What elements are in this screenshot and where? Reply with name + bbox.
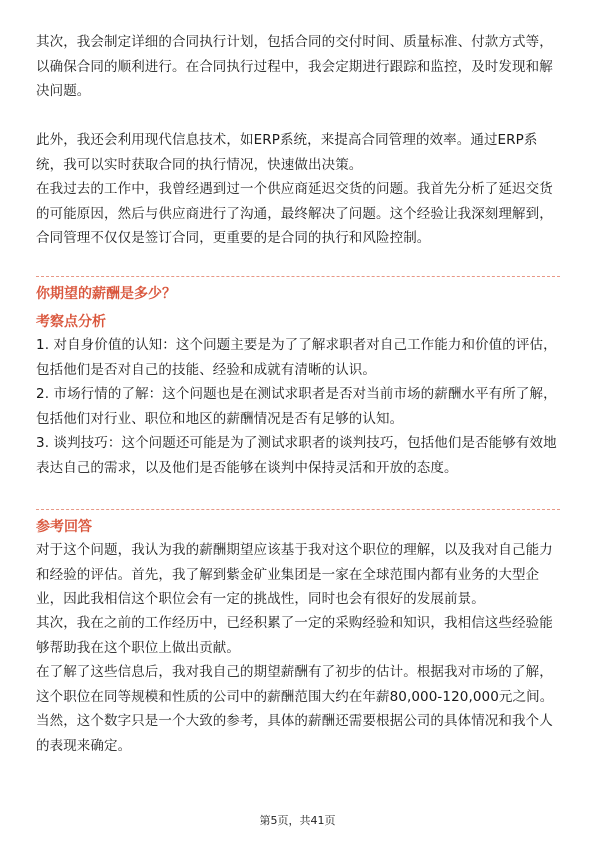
answer-heading: 参考回答 (36, 519, 92, 535)
section-divider (36, 509, 560, 510)
question-title: 你期望的薪酬是多少？ (36, 286, 176, 302)
section-divider (36, 276, 560, 277)
paragraph-erp: 此外，我还会利用现代信息技术，如ERP系统，来提高合同管理的效率。通过ERP系统，我可以实时获取合同的执行情况，快速做出决策。 (36, 132, 538, 173)
analysis-item-1: 1. 对自身价值的认知：这个问题主要是为了了解求职者对自己工作能力和价值的评估，包括他们是否对自己的技能、经验和成就有清晰的认识。 (36, 337, 557, 378)
answer-paragraph-1: 对于这个问题，我认为我的薪酬期望应该基于我对这个职位的理解，以及我对自己能力和经验的评估。首先，我了解到紫金矿业集团是一家在全球范围内都有业务的大型企业，因此我相信这个职位会有一定的挑战性，同时也会有很好的发展前景。 (36, 542, 553, 607)
analysis-heading: 考察点分析 (36, 314, 106, 330)
paragraph-experience: 在我过去的工作中，我曾经遇到过一个供应商延迟交货的问题。我首先分析了延迟交货的可能原因，然后与供应商进行了沟通，最终解决了问题。这个经验让我深刻理解到，合同管理不仅仅是签订合同，更重要的是合同的执行和风险控制。 (36, 181, 553, 246)
page-number: 第5页，共41页 (259, 814, 336, 827)
analysis-item-3: 3. 谈判技巧：这个问题还可能是为了测试求职者的谈判技巧，包括他们是否能够有效地表达自己的需求，以及他们是否能够在谈判中保持灵活和开放的态度。 (36, 435, 557, 476)
analysis-item-2: 2. 市场行情的了解：这个问题也是在测试求职者是否对当前市场的薪酬水平有所了解，包括他们对行业、职位和地区的薪酬情况是否有足够的认知。 (36, 386, 557, 427)
paragraph-contract-plan: 其次，我会制定详细的合同执行计划，包括合同的交付时间、质量标准、付款方式等，以确保合同的顺利进行。在合同执行过程中，我会定期进行跟踪和监控，及时发现和解决问题。 (36, 34, 553, 99)
answer-paragraph-3: 在了解了这些信息后，我对我自己的期望薪酬有了初步的估计。根据我对市场的了解，这个职位在同等规模和性质的公司中的薪酬范围大约在年薪80,000-120,000元之间。当然，这个数字只是一个大致的参考，具体的薪酬还需要根据公司的具体情况和我个人的表现来确定。 (36, 664, 554, 754)
answer-paragraph-2: 其次，我在之前的工作经历中，已经积累了一定的采购经验和知识，我相信这些经验能够帮助我在这个职位上做出贡献。 (36, 615, 553, 656)
